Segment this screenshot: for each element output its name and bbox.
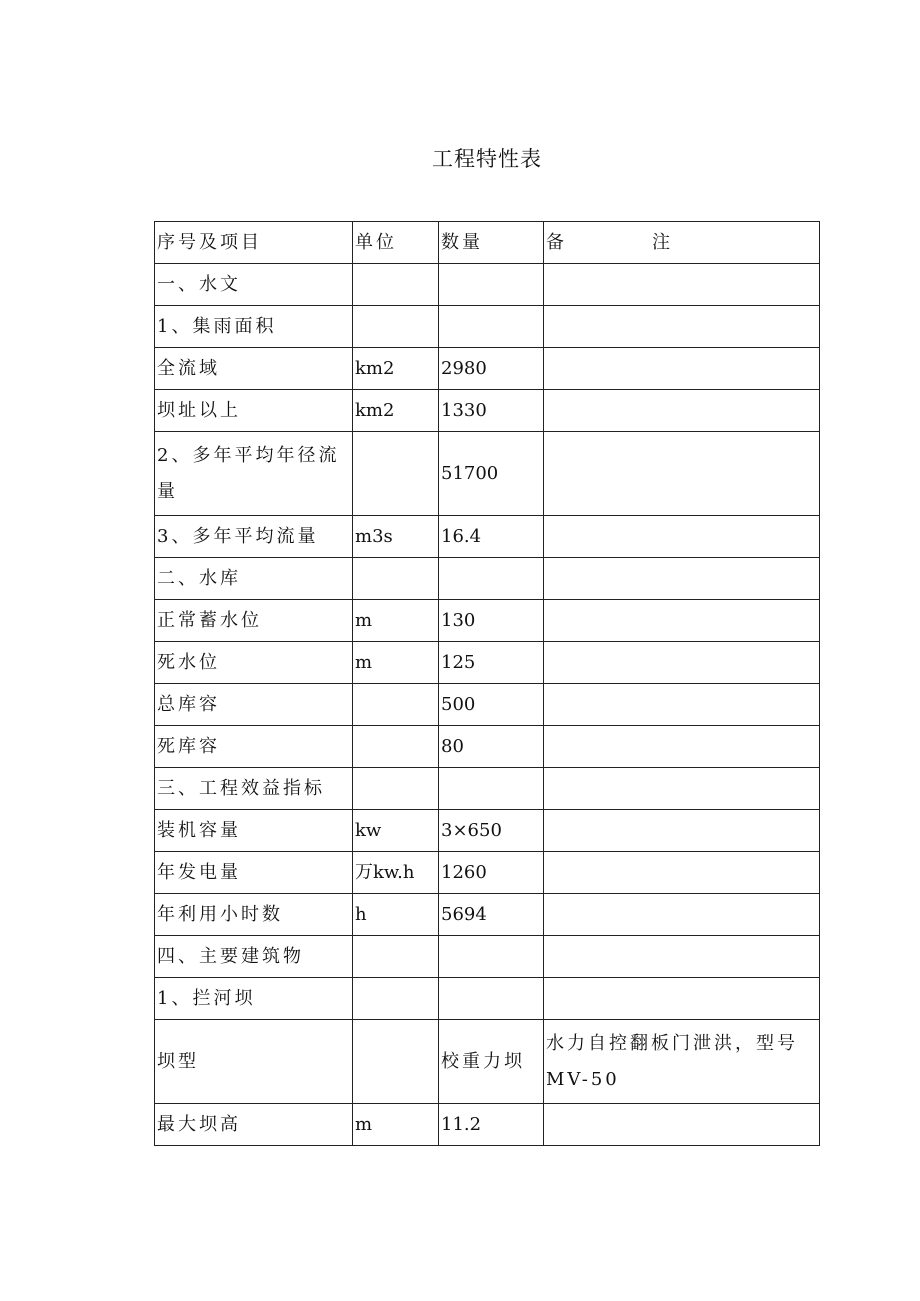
cell-item: 坝址以上 [155, 390, 353, 432]
cell-quantity: 125 [439, 642, 544, 684]
cell-remark [544, 558, 820, 600]
cell-remark [544, 978, 820, 1020]
cell-unit [353, 1020, 439, 1104]
cell-remark [544, 432, 820, 516]
cell-quantity: 11.2 [439, 1104, 544, 1146]
cell-quantity [439, 768, 544, 810]
cell-remark [544, 894, 820, 936]
cell-remark [544, 348, 820, 390]
cell-remark [544, 264, 820, 306]
cell-item: 二、水库 [155, 558, 353, 600]
table-row [155, 936, 820, 978]
cell-item: 3、多年平均流量 [155, 516, 353, 558]
cell-quantity: 130 [439, 600, 544, 642]
cell-item: 最大坝高 [155, 1104, 353, 1146]
cell-item: 死水位 [155, 642, 353, 684]
cell-unit: h [353, 894, 439, 936]
table-row [155, 306, 820, 348]
cell-remark: 水力自控翻板门泄洪，型号MV-50 [544, 1020, 820, 1104]
cell-remark [544, 852, 820, 894]
cell-unit [353, 264, 439, 306]
cell-quantity: 500 [439, 684, 544, 726]
cell-unit: kw [353, 810, 439, 852]
cell-unit: km2 [353, 348, 439, 390]
cell-remark [544, 1104, 820, 1146]
cell-quantity: 2980 [439, 348, 544, 390]
table-header-row [155, 222, 820, 264]
cell-unit [353, 768, 439, 810]
table-row [155, 768, 820, 810]
cell-remark [544, 810, 820, 852]
cell-unit: m [353, 1104, 439, 1146]
cell-remark [544, 936, 820, 978]
cell-remark [544, 516, 820, 558]
cell-quantity: 5694 [439, 894, 544, 936]
header-item: 序号及项目 [155, 222, 353, 264]
cell-quantity [439, 558, 544, 600]
cell-item: 坝型 [155, 1020, 353, 1104]
cell-remark [544, 768, 820, 810]
table-row [155, 348, 820, 390]
page-title: 工程特性表 [432, 147, 542, 171]
cell-item: 一、水文 [155, 264, 353, 306]
table-row [155, 894, 820, 936]
cell-quantity: 3×650 [439, 810, 544, 852]
table-row [155, 600, 820, 642]
cell-unit: m [353, 642, 439, 684]
cell-unit: m3s [353, 516, 439, 558]
cell-quantity: 1330 [439, 390, 544, 432]
header-remark [544, 222, 820, 264]
cell-remark [544, 306, 820, 348]
table-row [155, 1020, 820, 1104]
cell-remark [544, 642, 820, 684]
table-row [155, 642, 820, 684]
cell-quantity [439, 306, 544, 348]
cell-remark [544, 726, 820, 768]
cell-item: 1、集雨面积 [155, 306, 353, 348]
cell-unit [353, 306, 439, 348]
cell-quantity [439, 936, 544, 978]
cell-item: 死库容 [155, 726, 353, 768]
table-row [155, 432, 820, 516]
cell-item: 三、工程效益指标 [155, 768, 353, 810]
table-row [155, 852, 820, 894]
table-row [155, 684, 820, 726]
cell-quantity: 1260 [439, 852, 544, 894]
cell-unit [353, 684, 439, 726]
header-remark-b: 注 [652, 231, 670, 253]
table-row [155, 558, 820, 600]
cell-unit: 万kw.h [353, 852, 439, 894]
engineering-characteristics-table [154, 221, 820, 1146]
table-row [155, 1104, 820, 1146]
cell-unit: m [353, 600, 439, 642]
cell-unit [353, 936, 439, 978]
cell-unit [353, 432, 439, 516]
cell-item: 正常蓄水位 [155, 600, 353, 642]
cell-item: 1、拦河坝 [155, 978, 353, 1020]
cell-unit: km2 [353, 390, 439, 432]
header-unit: 单位 [353, 222, 439, 264]
cell-item: 年发电量 [155, 852, 353, 894]
cell-item: 年利用小时数 [155, 894, 353, 936]
cell-remark [544, 600, 820, 642]
cell-item: 装机容量 [155, 810, 353, 852]
header-quantity: 数量 [439, 222, 544, 264]
cell-item: 全流域 [155, 348, 353, 390]
table-row [155, 264, 820, 306]
cell-quantity [439, 264, 544, 306]
cell-item: 四、主要建筑物 [155, 936, 353, 978]
cell-quantity: 校重力坝 [439, 1020, 544, 1104]
cell-remark [544, 390, 820, 432]
cell-quantity: 16.4 [439, 516, 544, 558]
header-remark-a: 备 [546, 231, 564, 253]
cell-unit [353, 558, 439, 600]
cell-quantity: 51700 [439, 432, 544, 516]
cell-quantity: 80 [439, 726, 544, 768]
cell-quantity [439, 978, 544, 1020]
table-row [155, 810, 820, 852]
table-row [155, 726, 820, 768]
table-row [155, 978, 820, 1020]
cell-remark [544, 684, 820, 726]
cell-unit [353, 726, 439, 768]
cell-item: 2、多年平均年径流量 [155, 432, 353, 516]
cell-item: 总库容 [155, 684, 353, 726]
table-row [155, 516, 820, 558]
cell-unit [353, 978, 439, 1020]
table-row [155, 390, 820, 432]
